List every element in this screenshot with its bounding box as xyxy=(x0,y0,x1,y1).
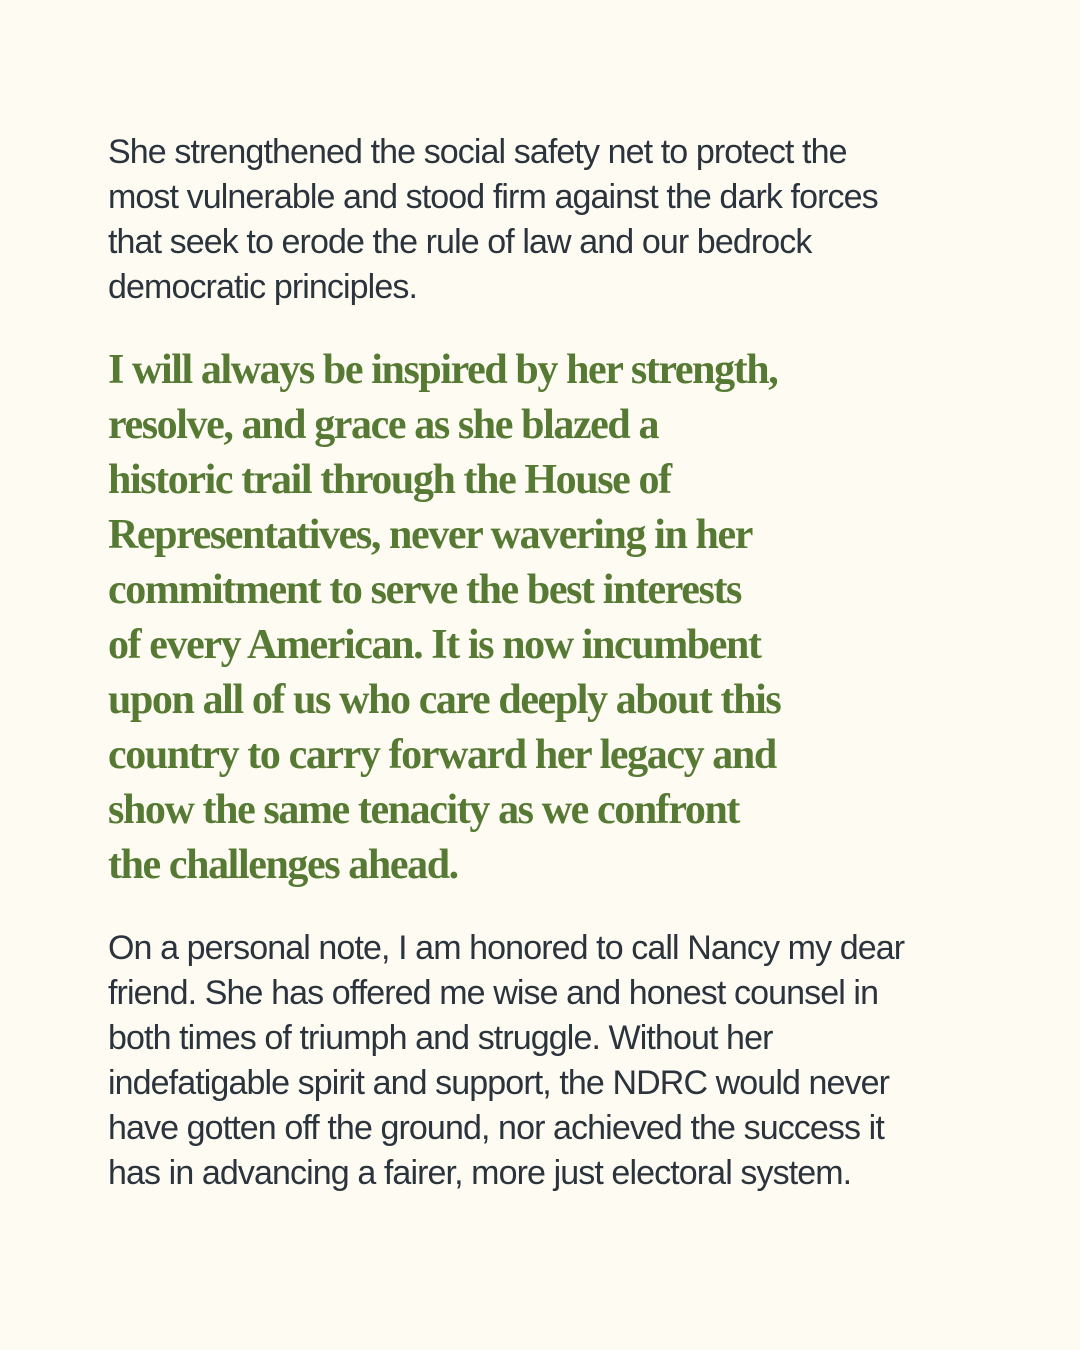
text-line: both times of triumph and struggle. Without her xyxy=(108,1019,773,1057)
content-column xyxy=(108,130,980,1196)
text-line: resolve, and grace as she blazed a xyxy=(108,402,659,448)
text-line: democratic principles. xyxy=(108,268,417,306)
text-line: show the same tenacity as we confront xyxy=(108,787,740,833)
paragraph-highlight-quote xyxy=(108,343,980,893)
paragraph-personal-note xyxy=(108,926,980,1196)
text-line: friend. She has offered me wise and honest counsel in xyxy=(108,974,879,1012)
text-line: indefatigable spirit and support, the NDRC would never xyxy=(108,1064,890,1102)
text-line: has in advancing a fairer, more just electoral system. xyxy=(108,1154,852,1192)
text-line: I will always be inspired by her strength, xyxy=(108,347,778,393)
text-line: upon all of us who care deeply about this xyxy=(108,677,781,723)
text-line: have gotten off the ground, nor achieved the success it xyxy=(108,1109,884,1147)
text-line: of every American. It is now incumbent xyxy=(108,622,761,668)
text-line: She strengthened the social safety net to protect the xyxy=(108,133,847,171)
text-line: country to carry forward her legacy and xyxy=(108,732,776,778)
text-line: that seek to erode the rule of law and our bedrock xyxy=(108,223,812,261)
text-line: Representatives, never wavering in her xyxy=(108,512,752,558)
text-line: most vulnerable and stood firm against the dark forces xyxy=(108,178,878,216)
text-line: the challenges ahead. xyxy=(108,842,458,888)
text-line: On a personal note, I am honored to call Nancy my dear xyxy=(108,929,905,967)
text-line: historic trail through the House of xyxy=(108,457,671,503)
text-line: commitment to serve the best interests xyxy=(108,567,741,613)
paragraph-intro xyxy=(108,130,980,310)
